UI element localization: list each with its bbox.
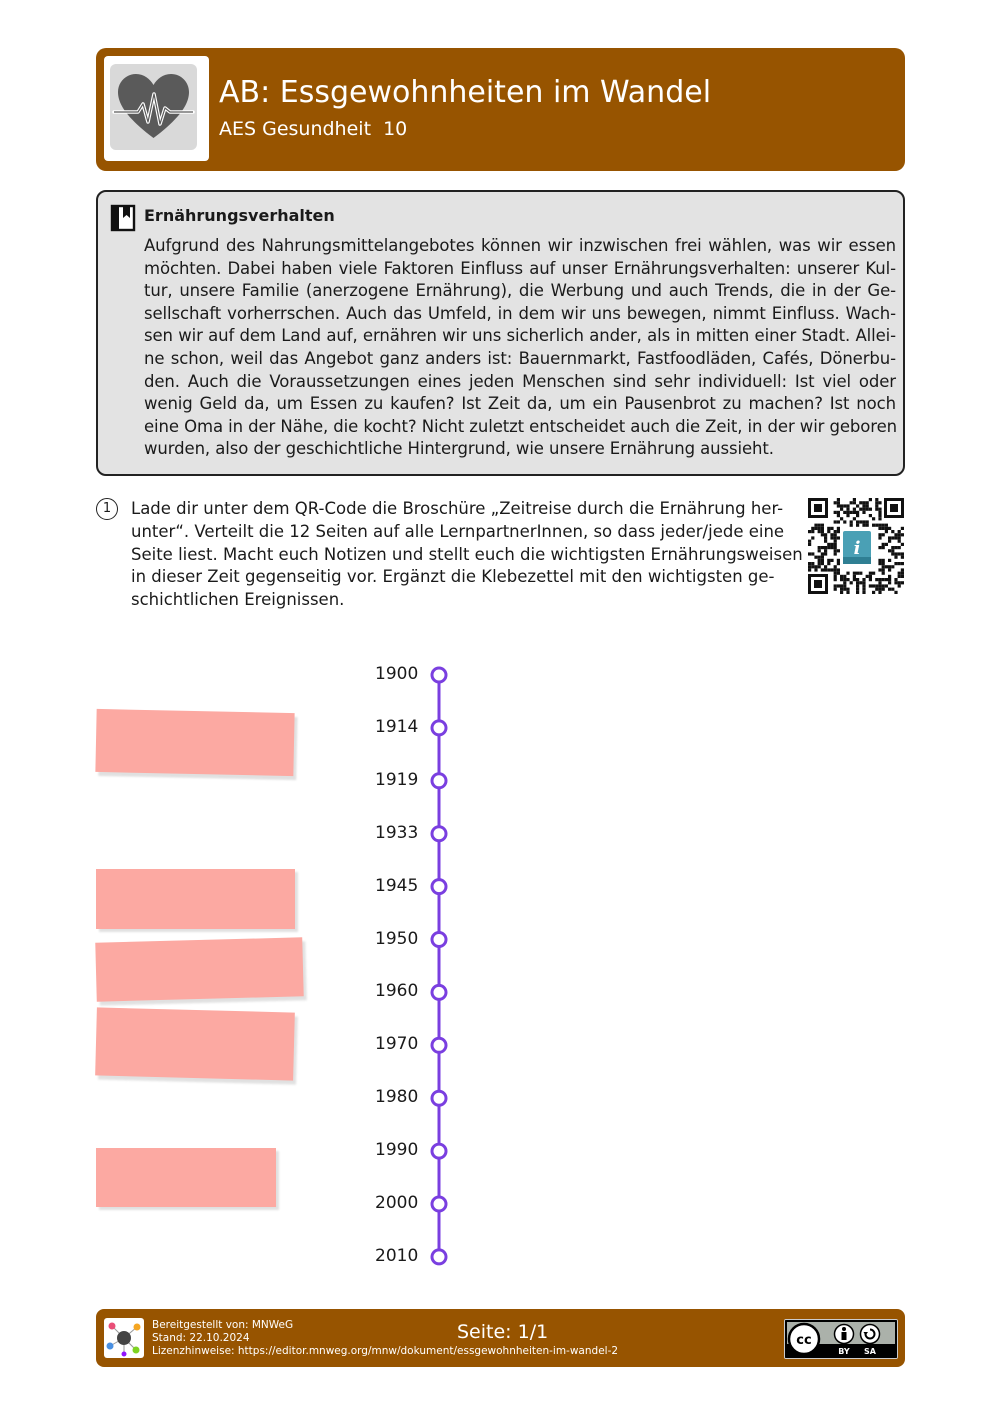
sticky-note[interactable] [96,869,295,929]
task-line: Lade dir unter dem QR-Code die Broschüre „Zeitreise durch die Ernährung her- [131,499,784,518]
timeline-year: 1919 [375,769,419,790]
timeline-year: 1990 [375,1140,419,1161]
sticky-note[interactable] [95,937,303,1001]
timeline-year: 1950 [375,928,419,949]
info-line: eine Oma in der Nähe, die kocht? Nicht zuletzt entscheidet auch die Zeit, in der wir geboren [144,416,898,436]
timeline-marker [432,1144,446,1158]
info-line: sen wir auf dem Land auf, ernähren wir uns sicherlich ander, als in mitten einer Stadt. Allei- [144,326,896,346]
timeline-year: 1945 [375,875,419,896]
cc-by-sa-badge[interactable] [784,1319,898,1359]
sticky-note[interactable] [95,1007,295,1080]
task-line: in dieser Zeit gegenseitig vor. Ergänzt die Klebezettel mit den wichtigsten ge- [131,567,775,587]
info-line: ne schon, weil das Angebot ganz anders ist: Bauernmarkt, Fastfoodläden, Cafés, Dönerbu- [144,348,896,368]
task-line: unter“. Verteilt die 12 Seiten auf alle LernpartnerInnen, so dass jeder/jede eine [131,521,785,541]
timeline-year: 1960 [375,981,419,1002]
provided-by: Bereitgestellt von: MNWeG [152,1319,294,1331]
info-line: Aufgrund des Nahrungsmittelangebotes können wir inzwischen frei wählen, was wir essen [144,236,896,255]
info-line: möchten. Dabei haben viele Faktoren Einfluss auf unser Ernährungsverhalten: unserer Kul- [144,258,896,278]
info-line: wurden, also der geschichtliche Hintergrund, wie unsere Ernährung aussieht. [144,439,774,459]
timeline-year: 2000 [375,1193,419,1213]
task-line: Seite liest. Macht euch Notizen und stellt euch die wichtigsten Ernährungsweisen [131,544,803,564]
timeline-marker [432,721,446,735]
cc-by-label: BY [838,1347,850,1356]
timeline-marker [432,1197,446,1211]
timeline-year: 2010 [375,1245,419,1266]
timeline-marker [432,933,446,947]
info-line: wenig Geld da, um Essen zu kaufen? Ist Zeit da, um ein Pausenbrot zu machen? Ist noch [144,394,896,414]
timeline-year: 1970 [375,1034,419,1055]
timeline-marker [432,1091,446,1105]
info-line: tur, unsere Familie (anerzogene Ernährung), die Werbung und auch Trends, die in der Ge- [144,281,896,301]
timeline-marker [432,1038,446,1052]
task-line: schichtlichen Ereignissen. [131,590,345,610]
sticky-note[interactable] [95,709,294,776]
timeline-year: 1900 [375,664,419,684]
cc-sa-label: SA [864,1347,876,1356]
footer [96,1309,905,1367]
timeline-year: 1933 [375,822,419,843]
timeline-marker [432,985,446,999]
timeline-marker [432,668,446,682]
timeline-year: 1980 [375,1087,419,1108]
timeline-marker [432,827,446,841]
page-subtitle: AES Gesundheit 10 [219,118,408,140]
info-title: Ernährungsverhalten [144,206,335,225]
sa-icon [861,1325,880,1344]
sticky-note[interactable] [96,1148,276,1207]
timeline-year: 1914 [375,716,419,737]
license-link[interactable]: Lizenzhinweise: https://editor.mnweg.org/mnw/dokument/essgewohnheiten-im-wandel-2 [152,1345,619,1357]
page-title: AB: Essgewohnheiten im Wandel [219,75,712,110]
date-stamp: Stand: 22.10.2024 [152,1332,250,1344]
page-number: Seite: 1/1 [457,1321,549,1343]
info-line: sellschaft vorherrschen. Auch das Umfeld, in dem wir uns bewegen, nimmt Einfluss. Wach- [144,303,896,323]
info-line: den. Auch die Voraussetzungen eines jeden Menschen sind sehr individuell: Ist viel oder [144,371,896,391]
timeline-marker [432,1250,446,1264]
timeline-marker [432,880,446,894]
timeline-marker [432,774,446,788]
svg-text:cc: cc [796,1333,812,1348]
mnweg-logo [104,1318,144,1358]
svg-text:i: i [853,538,861,559]
task-number: 1 [96,498,118,520]
